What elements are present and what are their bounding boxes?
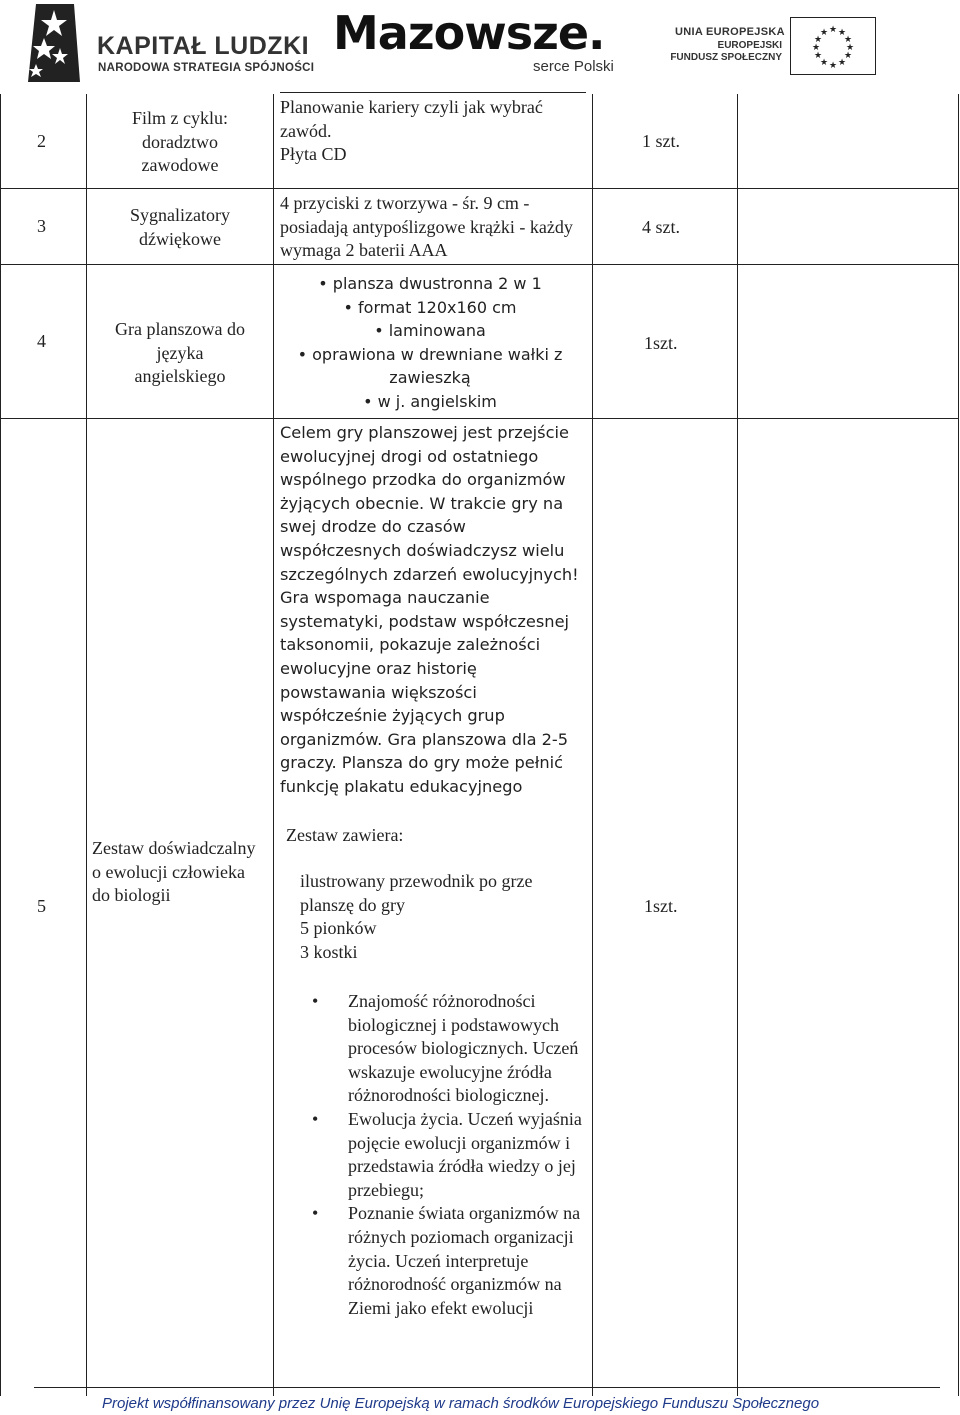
svg-text:★: ★: [838, 28, 847, 38]
svg-text:★: ★: [846, 43, 855, 53]
ue-line2: FUNDUSZ SPOŁECZNY: [670, 52, 782, 63]
item-description: 4 przyciski z tworzywa - śr. 9 cm - posiadają antypoślizgowe krążki - każdy wymaga 2 baterii AAA: [280, 193, 573, 261]
list-item: 3 kostki: [300, 941, 358, 962]
list-item: • Znajomość różnorodności biologicznej i podstawowych procesów biologicznych. Uczeń wskazuje ewolucyjne źródła różnorodności biologicznej.: [312, 991, 579, 1106]
list-item: 5 pionków: [300, 918, 377, 939]
footer-text: Projekt współfinansowany przez Unię Europejską w ramach środków Europejskiego Funduszu Społecznego: [102, 1395, 820, 1412]
svg-text:★: ★: [844, 51, 853, 61]
kapital-ludzki-emblem-icon: [14, 2, 82, 84]
item-quantity: 1szt.: [644, 333, 678, 353]
svg-text:★: ★: [838, 58, 847, 68]
svg-text:★: ★: [814, 51, 823, 61]
item-quantity: 1szt.: [644, 896, 678, 916]
row-number: 2: [37, 131, 46, 151]
list-item: ilustrowany przewodnik po grze: [300, 871, 533, 891]
list-item: • oprawiona w drewniane wałki z zawieszką: [297, 344, 563, 388]
svg-text:★: ★: [844, 35, 853, 45]
kapital-ludzki-title: KAPITAŁ LUDZKI: [97, 32, 310, 60]
item-description: Planowanie kariery czyli jak wybrać zawód. Płyta CD: [280, 97, 543, 165]
list-item: • Ewolucja życia. Uczeń wyjaśnia pojęcie ewolucji organizmów i przedstawia źródła wiedzy o jej przebiegu;: [312, 1108, 582, 1200]
list-item: • format 120x160 cm: [343, 297, 517, 317]
item-quantity: 4 szt.: [642, 217, 680, 237]
svg-text:★: ★: [820, 58, 829, 68]
row-number: 3: [37, 216, 46, 236]
bullet-icon: •: [312, 1108, 319, 1129]
row-number: 5: [37, 896, 46, 916]
item-name: Film z cyklu: doradztwo zawodowe: [132, 108, 228, 176]
goals-list: [300, 990, 590, 1320]
svg-text:★: ★: [829, 61, 838, 71]
kapital-ludzki-subtitle: NARODOWA STRATEGIA SPÓJNOŚCI: [98, 62, 315, 74]
svg-text:★: ★: [820, 28, 829, 38]
item-name: Gra planszowa do języka angielskiego: [115, 319, 245, 387]
ue-line1: EUROPEJSKI: [717, 40, 782, 51]
item-quantity: 1 szt.: [642, 131, 680, 151]
eu-flag-icon: [790, 17, 876, 75]
set-header: Zestaw zawiera:: [286, 825, 404, 845]
svg-text:★: ★: [814, 35, 823, 45]
mazowsze-wordmark: Mazowsze.: [333, 6, 605, 60]
item-name: Zestaw doświadczalny o ewolucji człowieka do biologii: [92, 838, 256, 906]
list-item: • laminowana: [374, 321, 486, 341]
bullet-icon: •: [312, 991, 319, 1011]
list-item: planszę do gry: [300, 894, 405, 915]
list-item: • Poznanie świata organizmów na różnych poziomach organizacji życia. Uczeń interpretuje różnorodność organizmów na Ziemi jako efekt ewolucji: [312, 1203, 581, 1318]
row-number: 4: [37, 331, 46, 351]
item-name: Sygnalizatory dźwiękowe: [130, 205, 230, 249]
mazowsze-subtitle: serce Polski: [533, 58, 614, 75]
set-items: [300, 870, 590, 964]
list-item: • w j. angielskim: [363, 391, 497, 411]
ue-title: UNIA EUROPEJSKA: [675, 26, 785, 38]
item-description: Celem gry planszowej jest przejście ewolucyjnej drogi od ostatniego wspólnego przodka do organizmów żyjących obecnie. W trakcie gry na swej drodze do czasów współczesnych doświadczysz wielu szczególnych zdarzeń ewolucyjnych! Gra wspomaga nauczanie systematyki, podstaw współczesnej taksonomii, pokazuje zależności ewolucyjne oraz historię powstawania większości współcześnie żyjących grup organizmów. Gra planszowa dla 2-5 graczy. Plansza do gry może pełnić funkcję plakatu edukacyjnego: [280, 423, 579, 796]
bullet-icon: •: [312, 1203, 319, 1224]
svg-text:★: ★: [812, 43, 821, 53]
svg-text:★: ★: [829, 25, 838, 35]
item-bullet-list: [280, 272, 580, 414]
list-item: • plansza dwustronna 2 w 1: [318, 274, 542, 293]
